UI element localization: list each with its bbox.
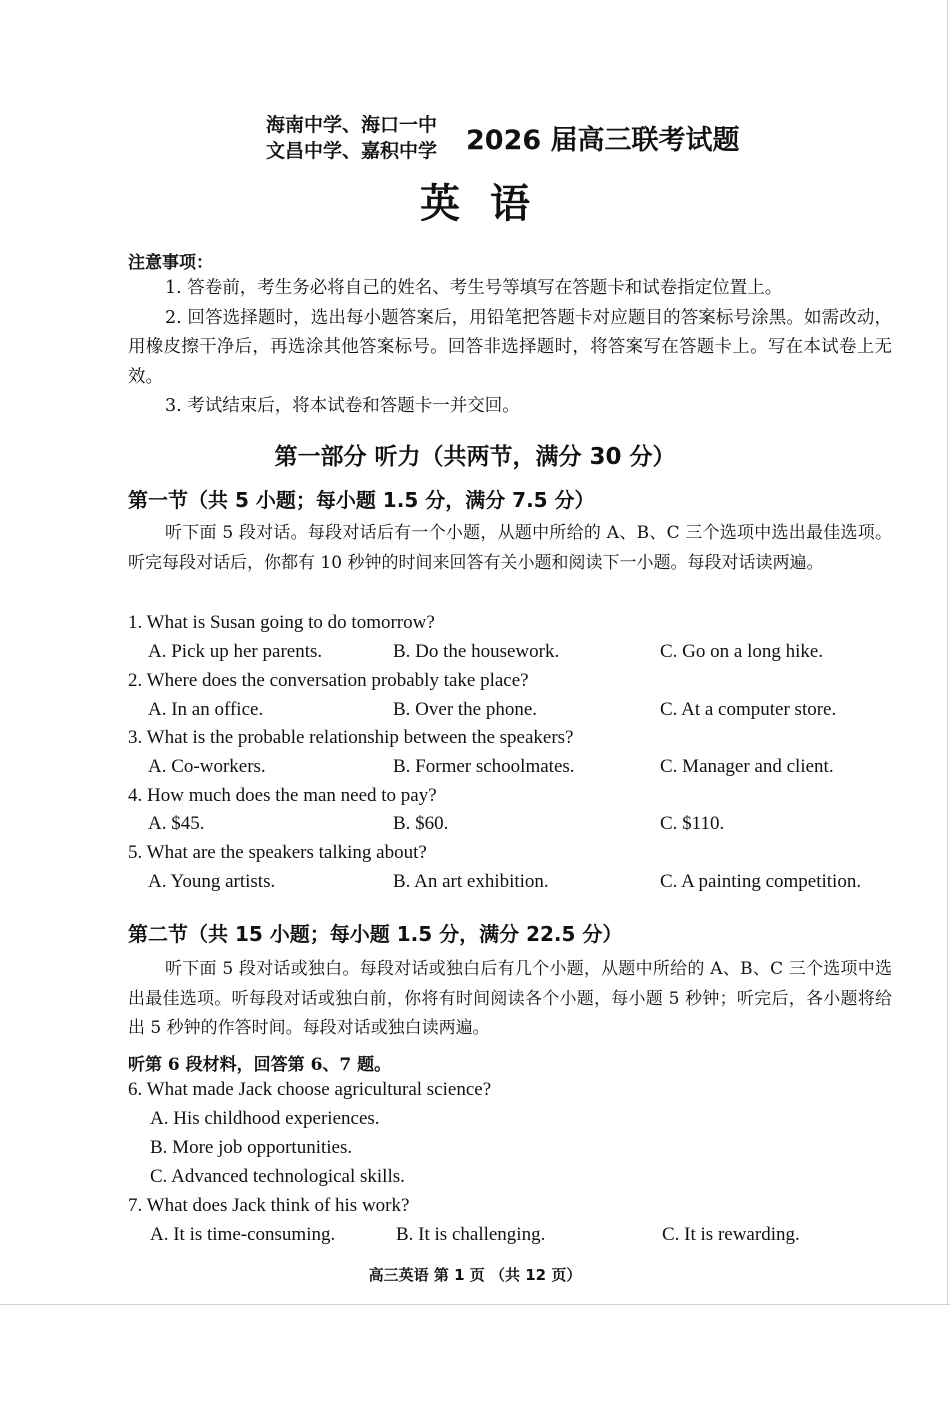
instruction-text: 听下面 5 段对话或独白。每段对话或独白后有几个小题，从题中所给的 A、B、C 三个选项中选出最佳选项。听每段对话或独白前，你将有时间阅读各个小题，每小题 5 秒钟；听完后，各小题将给出 5 秒钟的作答时间。每段对话或独白读两遍。	[128, 959, 892, 1038]
question-5: 5. What are the speakers talking about?	[128, 842, 427, 863]
question-3: 3. What is the probable relationship between the speakers?	[128, 727, 574, 748]
part-title: 第一部分 听力（共两节，满分 30 分）	[274, 444, 676, 470]
question-2: 2. Where does the conversation probably take place?	[128, 670, 529, 691]
option-b: B. It is challenging.	[396, 1224, 546, 1245]
option-b: B. More job opportunities.	[150, 1137, 353, 1158]
option-c: C. A painting competition.	[660, 871, 862, 892]
option-c: C. At a computer store.	[660, 699, 837, 720]
notice-item: 1. 答卷前，考生务必将自己的姓名、考生号等填写在答题卡和试卷指定位置上。	[165, 278, 783, 298]
option-c: C. Advanced technological skills.	[150, 1166, 405, 1187]
question-4: 4. How much does the man need to pay?	[128, 785, 437, 806]
option-a: A. Young artists.	[148, 871, 276, 892]
section-2-title: 第二节（共 15 小题；每小题 1.5 分，满分 22.5 分）	[128, 922, 623, 946]
question-6: 6. What made Jack choose agricultural science?	[128, 1079, 492, 1100]
option-b: B. An art exhibition.	[393, 871, 549, 892]
notice-title: 注意事项：	[128, 253, 213, 273]
material-note: 听第 6 段材料，回答第 6、7 题。	[128, 1055, 392, 1075]
option-a: A. It is time-consuming.	[150, 1224, 336, 1245]
option-a: A. $45.	[148, 813, 205, 834]
question-1: 1. What is Susan going to do tomorrow?	[128, 612, 435, 633]
question-7: 7. What does Jack think of his work?	[128, 1195, 410, 1216]
exam-title: 2026 届高三联考试题	[466, 125, 740, 156]
option-a: A. His childhood experiences.	[150, 1108, 380, 1129]
notice-list	[128, 274, 892, 422]
option-b: B. Over the phone.	[393, 699, 538, 720]
notice-item: 2. 回答选择题时，选出每小题答案后，用铅笔把答题卡对应题目的答案标号涂黑。如需改动，用橡皮擦干净后，再选涂其他答案标号。回答非选择题时，将答案写在答题卡上。写在本试卷上无效。	[128, 307, 892, 387]
option-b: B. Former schoolmates.	[393, 756, 575, 777]
page-footer: 高三英语 第 1 页 （共 12 页）	[368, 1266, 582, 1284]
schools-line-2: 文昌中学、嘉积中学	[266, 140, 438, 162]
schools-line-1: 海南中学、海口一中	[266, 114, 438, 136]
option-b: B. Do the housework.	[393, 641, 560, 662]
option-a: A. Pick up her parents.	[148, 641, 323, 662]
option-c: C. It is rewarding.	[662, 1224, 800, 1245]
subject-title: 英语	[420, 180, 560, 227]
section-1-title: 第一节（共 5 小题；每小题 1.5 分，满分 7.5 分）	[128, 488, 595, 512]
exam-header	[266, 108, 746, 168]
school-names	[266, 112, 437, 164]
instruction-text: 听下面 5 段对话。每段对话后有一个小题，从题中所给的 A、B、C 三个选项中选出最佳选项。听完每段对话后，你都有 10 秒钟的时间来回答有关小题和阅读下一小题。每段对话读两遍。	[128, 523, 892, 573]
option-c: C. $110.	[660, 813, 725, 834]
option-b: B. $60.	[393, 813, 449, 834]
section-2-instruction	[128, 955, 892, 1044]
option-a: A. In an office.	[148, 699, 264, 720]
option-a: A. Co-workers.	[148, 756, 266, 777]
notice-item: 3. 考试结束后，将本试卷和答题卡一并交回。	[165, 396, 520, 416]
section-1-instruction	[128, 519, 892, 578]
option-c: C. Go on a long hike.	[660, 641, 824, 662]
option-c: C. Manager and client.	[660, 756, 834, 777]
